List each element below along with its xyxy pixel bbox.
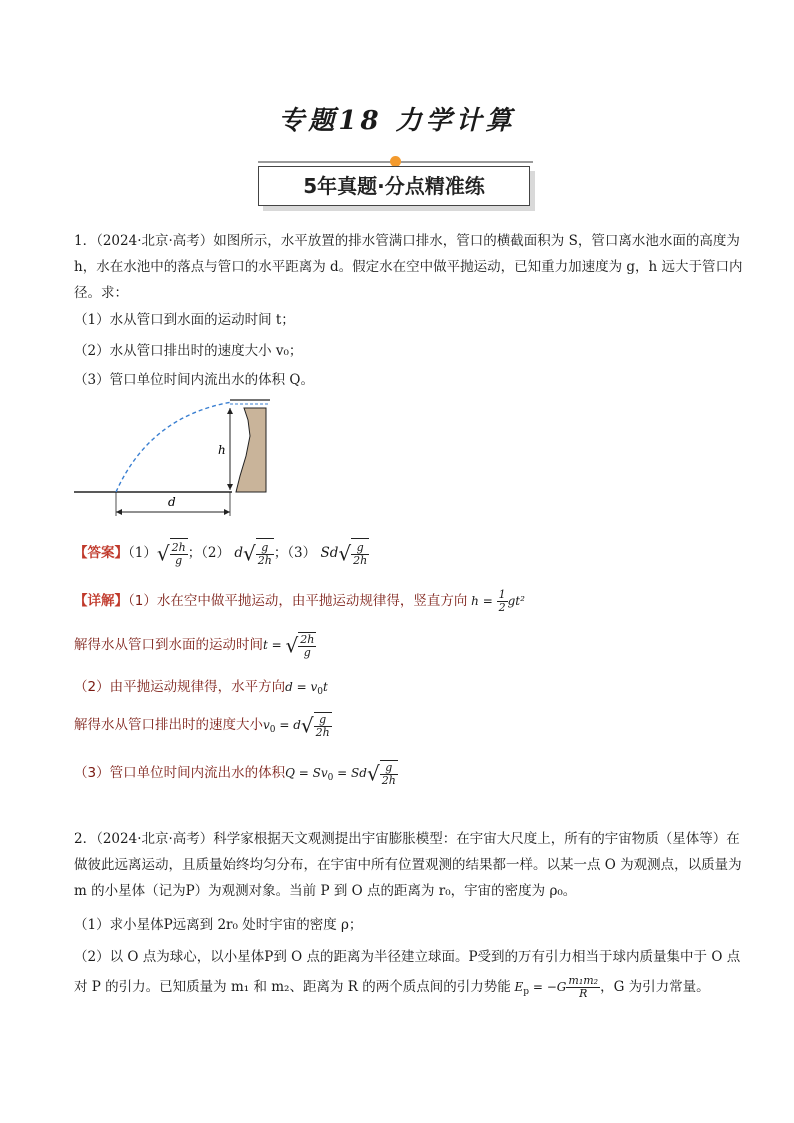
answer-label: 【答案】 [74,545,128,561]
detail-line-1: 【详解】（1）水在空中做平抛运动，由平抛运动规律得，竖直方向 h = $\frac{1}{2}$ gt² [74,588,525,614]
projectile-figure [70,396,280,520]
d-label: d [168,495,176,509]
q1-stem: 1．（2024·北京·高考）如图所示，水平放置的排水管满口排水，管口的横截面积为 S，管口离水池水面的高度为 h，水在水池中的落点与管口的水平距离为 d。假定水在空中做平抛运动，已知重力加速度为 g，h 远大于管口内径。求： [74,233,743,301]
q2-stem: 2．（2024·北京·高考）科学家根据天文观测提出宇宙膨胀模型：在宇宙大尺度上，所有的宇宙物质（星体等）在做彼此远离运动，且质量始终均匀分布，在宇宙中所有位置观测的结果都一样。以某一点 O 为观测点，以质量为 m 的小星体（记为P）为观测对象。当前 P 到 O 点的距离为 r₀，宇宙的密度为 ρ₀。 [74,831,742,899]
answer-part-1-prefix: （1） [128,545,157,561]
detail-label: 【详解】 [74,593,128,609]
q1-part-3: （3）管口单位时间内流出水的体积 Q。 [74,372,314,388]
section-banner: 5年真题·分点精准练 [258,166,530,206]
page-title: 专题18 力学计算 [278,106,516,136]
q1-part-2: （2）水从管口排出时的速度大小 v₀； [74,343,303,359]
q2-part-1: （1）求小星体P远离到 2r₀ 处时宇宙的密度 ρ； [74,917,363,933]
trajectory-curve [116,402,232,492]
h-label: h [218,443,226,457]
answer-part-3-prefix: ；（3） [273,545,317,561]
detail-line-5: （3）管口单位时间内流出水的体积$Q = Sv_0 = Sd√$ $\frac{g}{2h}$ [74,761,396,787]
detail-line-3: （2）由平抛运动规律得，水平方向$d = v_0t$ [74,679,328,697]
wall-rock [236,408,266,492]
answer-line: 【答案】（1）√ $\frac{2h}{g}$ ；（2） d√ $\frac{g}{2h}$ ；（3） Sd√ $\frac{g}{2h}$ [74,538,744,569]
detail-line-2: 解得水从管口到水面的运动时间t = √ $\frac{2h}{g}$ [74,633,315,659]
answer-part-2-prefix: ；（2） [187,545,231,561]
detail-line-4: 解得水从管口排出时的速度大小$v_0 = d√$ $\frac{g}{2h}$ [74,713,330,739]
q2-part-2: （2）以 O 点为球心，以小星体P到 O 点的距离为半径建立球面。P受到的万有引力相当于球内质量集中于 O 点对 P 的引力。已知质量为 m₁ 和 m₂、距离为 R 的两个质点间的引力势能 $E_p = -G$ $\frac{\text{m₁m₂}}{R}$ ，G 为引力常量。 [74,949,741,1000]
q1-part-1: （1）水从管口到水面的运动时间 t； [74,312,295,328]
